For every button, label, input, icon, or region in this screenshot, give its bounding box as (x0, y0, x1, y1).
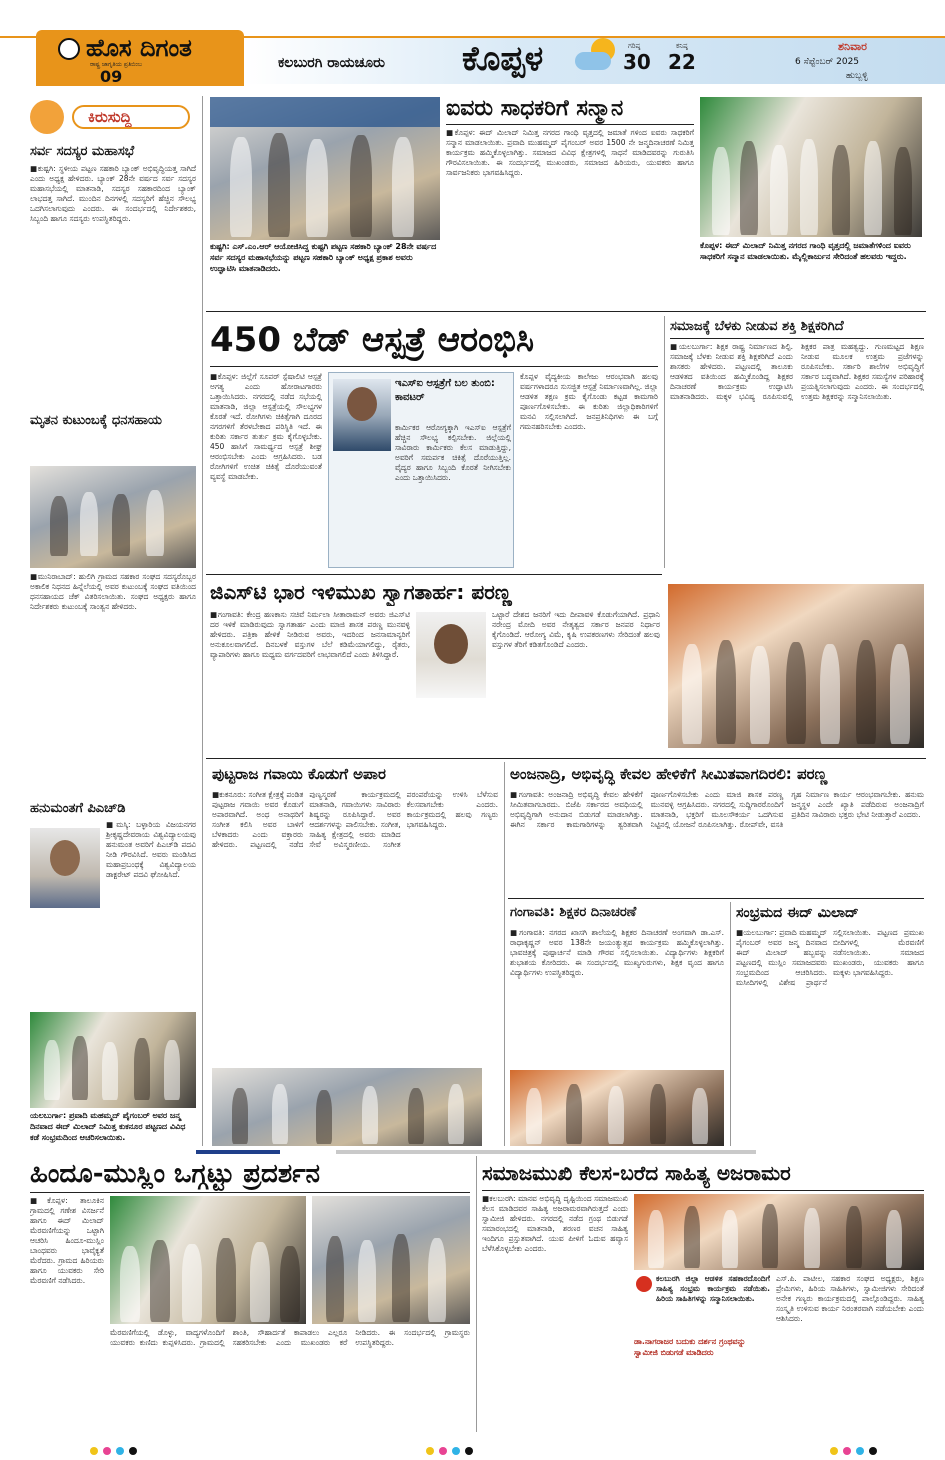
literature-body: ■ಕಲಬುರಗಿ: ಮಾನವ ಅಭಿವೃದ್ಧಿ ದೃಷ್ಟಿಯಿಂದ ಸಮಾಜಮುಖಿ ಕೆಲಸ ಮಾಡಿದವರ ಸಾಹಿತ್ಯ ಅಜರಾಮರವಾಗಿರುತ್ತದೆ ಎಂದು ಸ್ವಾಮೀಜಿ ಹೇಳಿದರು. ನಗರದಲ್ಲಿ ನಡೆದ ಗ್ರಂಥ ಬಿಡುಗಡೆ ಸಮಾರಂಭದಲ್ಲಿ ಮಾತನಾಡಿ, ಶರಣರ ವಚನ ಸಾಹಿತ್ಯ ಇಂದಿಗೂ ಪ್ರಸ್ತುತವಾಗಿದೆ. ಯುವ ಪೀಳಿಗೆ ಓದುವ ಹವ್ಯಾಸ ಬೆಳೆಸಿಕೊಳ್ಳಬೇಕು ಎಂದರು. (482, 1194, 628, 1253)
hindu-muslim-rule (30, 1192, 470, 1193)
separator-bar (196, 1150, 896, 1154)
person-figure (770, 145, 788, 235)
person-figure (280, 1246, 300, 1322)
honor-title: ಐವರು ಸಾಧಕರಿಗೆ ಸನ್ಮಾನ (446, 96, 624, 121)
promo-text: ಕಲಬುರಗಿ ಜಿಲ್ಲಾ ಆಡಳಿತ ಸಹಕಾರದೊಂದಿಗೆ ಸಾಹಿತ್ಯ ಸಂಭ್ರಮ ಕಾರ್ಯಕ್ರಮ ನಡೆಯಿತು. ಹಿರಿಯ ಸಾಹಿತಿಗಳನ್ನು ಸನ್ಮಾನಿಸಲಾಯಿತು. (656, 1274, 770, 1303)
edition-name: ಕೊಪ್ಪಳ (462, 39, 544, 79)
column-divider (476, 1156, 477, 1432)
person-figure (716, 640, 736, 744)
logo-icon (58, 38, 80, 60)
person-figure (684, 1206, 700, 1268)
person-figure (146, 490, 164, 556)
person-figure (72, 1036, 88, 1100)
person-figure (102, 1042, 118, 1100)
paranna-portrait (416, 612, 486, 698)
person-figure (804, 1208, 820, 1268)
kirusuddi-s3-caption: ಯಲಬುರ್ಗಾ: ಪ್ರವಾದಿ ಮಹಮ್ಮದ್ ಪೈಗಂಬರ್ ಅವರ ಜನ್ಮ ದಿನವಾದ ಈದ್ ಮಿಲಾದ್‌ ನಿಮಿತ್ತ ಕುಕನೂರ ಪಟ್ಟಣದ ವಿವಿಧ ಕಡೆ ಸಂಭ್ರಮದಿಂದ ಆಚರಿಸಲಾಯಿತು. (30, 1111, 186, 1142)
honor-photo (700, 97, 922, 237)
person-figure (112, 494, 130, 556)
weekday: ಶನಿವಾರ (838, 40, 867, 53)
person-figure (800, 139, 818, 235)
teachers-day-title: ಗಂಗಾವತಿ: ಶಿಕ್ಷಕರ ದಿನಾಚರಣೆ (510, 905, 637, 920)
sun-cloud-icon (575, 36, 617, 76)
person-figure (820, 644, 840, 744)
literature-title: ಸಮಾಜಮುಖಿ ಕೆಲಸ-ಬರೆದ ಸಾಹಿತ್ಯ ಅಜರಾಮರ (482, 1161, 791, 1185)
edition-cities: ಕಲಬುರಗಿ ರಾಯಚೂರು (278, 55, 385, 71)
logo-text: ಹೊಸ ದಿಗಂತ (86, 34, 192, 62)
kirusuddi-s1-title: ಸರ್ವ ಸದಸ್ಯರ ಮಹಾಸಭೆ (30, 144, 135, 159)
teachers-day-body: ■ಗಂಗಾವತಿ: ನಗರದ ಖಾಸಗಿ ಶಾಲೆಯಲ್ಲಿ ಶಿಕ್ಷಕರ ದಿನಾಚರಣೆ ಅಂಗವಾಗಿ ಡಾ.ಎಸ್. ರಾಧಾಕೃಷ್ಣನ್ ಅವರ 138ನೇ ಜಯಂತ್ಯುತ್ಸವ ಕಾರ್ಯಕ್ರಮ ಹಮ್ಮಿಕೊಳ್ಳಲಾಗಿತ್ತು. ಭಾವಚಿತ್ರಕ್ಕೆ ಪುಷ್ಪಾರ್ಚನೆ ಮಾಡಿ ಗೌರವ ಸಲ್ಲಿಸಲಾಯಿತು. ವಿದ್ಯಾರ್ಥಿಗಳು ಶಿಕ್ಷಕರಿಗೆ ಶುಭಾಶಯ ಕೋರಿದರು. ಈ ಸಂದರ್ಭದಲ್ಲಿ ಮುಖ್ಯಗುರುಗಳು, ಶಿಕ್ಷಕ ವೃಂದ ಹಾಗೂ ವಿದ್ಯಾರ್ಥಿಗಳು ಉಪಸ್ಥಿತರಿದ್ದರು. (510, 928, 724, 977)
gst-body-right: ಒಟ್ಟಾರೆ ದೇಶದ ಜನರಿಗೆ ಇದು ದೀಪಾವಳಿ ಕೊಡುಗೆಯಾಗಿದೆ. ಪ್ರಧಾನಿ ನರೇಂದ್ರ ಮೋದಿ ಅವರ ನೇತೃತ್ವದ ಸರ್ಕಾರ ಜನಪರ ನಿರ್ಧಾರ ಕೈಗೊಂಡಿದೆ. ಆರೋಗ್ಯ ವಿಮೆ, ಕೃಷಿ ಉಪಕರಣಗಳು ಸೇರಿದಂತೆ ಹಲವು ವಸ್ತುಗಳ ತೆರಿಗೆ ಕಡಿತಗೊಂಡಿದೆ ಎಂದರು. (492, 610, 660, 649)
person-figure (566, 1084, 582, 1144)
honor-body: ■ಕೊಪ್ಪಳ: ಈದ್ ಮಿಲಾದ್ ನಿಮಿತ್ತ ನಗರದ ಗಾಂಧಿ ವೃತ್ತದಲ್ಲಿ ಜಮಾತೆ ಗಳಿಂದ ಐವರು ಸಾಧಕರಿಗೆ ಸನ್ಮಾನ ಮಾಡಲಾಯಿತು. ಪ್ರವಾದಿ ಮುಹಮ್ಮದ್ ಪೈಗಂಬರ್ ಅವರ 1500 ನೇ ಜನ್ಮದಿನಾಚರಣೆ ನಿಮಿತ್ತ ಕಾರ್ಯಕ್ರಮ ಹಮ್ಮಿಕೊಳ್ಳಲಾಗಿತ್ತು. ಸಮಾಜದ ವಿವಿಧ ಕ್ಷೇತ್ರಗಳಲ್ಲಿ ಸಾಧನೆ ಮಾಡಿದವರನ್ನು ಗುರುತಿಸಿ ಗೌರವಿಸಲಾಯಿತು. ಈ ಸಂದರ್ಭದಲ್ಲಿ ಮುಖಂಡರು, ಸಮಾಜದ ಹಿರಿಯರು, ಯುವಕರು ಹಾಗೂ ಸಾರ್ವಜನಿಕರು ಭಾಗವಹಿಸಿದ್ದರು. (446, 128, 694, 177)
literature-body-right: ಎಸ್.ಪಿ. ಪಾಟೀಲ, ಸಹಕಾರ ಸಂಘದ ಅಧ್ಯಕ್ಷರು, ಶಿಕ್ಷಣ ಪ್ರೇಮಿಗಳು, ಹಿರಿಯ ಸಾಹಿತಿಗಳು, ಸ್ವಾಮೀಜಿಗಳು ಸೇರಿದಂತೆ ಅನೇಕ ಗಣ್ಯರು ಕಾರ್ಯಕ್ರಮದಲ್ಲಿ ಪಾಲ್ಗೊಂಡಿದ್ದರು. ಸಾಹಿತ್ಯ ಸಂಸ್ಕೃತಿ ಉಳಿಸುವ ಕಾರ್ಯ ನಿರಂತರವಾಗಿ ನಡೆಯಬೇಕು ಎಂದು ಆಶಿಸಿದರು. (776, 1274, 924, 1323)
bank-meeting-caption: ಕುಷ್ಟಗಿ: ಎಸ್.ಎಂ.ಆರ್ ಆಯೋಜಿಸಿದ್ದ ಕುಷ್ಟಗಿ ಪಟ್ಟಣ ಸಹಕಾರಿ ಬ್ಯಾಂಕ್ 28ನೇ ವರ್ಷದ ಸರ್ವ ಸದಸ್ಯರ ಮಹಾಸಭೆಯನ್ನು ಪಟ್ಟಣ ಸಹಕಾರಿ ಬ್ಯಾಂಕ್ ಅಧ್ಯಕ್ಷ ಪ್ರಕಾಶ ಅವರು ಉದ್ಘಾಟಿಸಿ ಮಾತನಾಡಿದರು. (210, 242, 437, 273)
person-figure (750, 646, 770, 744)
teacher-rule (670, 338, 924, 339)
person-figure (306, 139, 328, 237)
person-figure (712, 147, 730, 235)
min-label: ಕನಿಷ್ಠ (676, 42, 688, 50)
procession-photo (110, 1196, 306, 1324)
literature-photo (634, 1194, 924, 1270)
person-figure (316, 1090, 332, 1144)
color-registration-marks (426, 1440, 478, 1459)
honor-photo-caption: ಕೊಪ್ಪಳ: ಈದ್ ಮಿಲಾದ್ ನಿಮಿತ್ತ ನಗರದ ಗಾಂಧಿ ವೃತ್ತದಲ್ಲಿ ಜಮಾತೆಗಳಿಂದ ಐವರು ಸಾಧಕರಿಗೆ ಸನ್ಮಾನ ಮಾಡಲಾಯಿತು. ಮೈಲ್ಲಿಕಾರ್ಜುನ ಸೇರಿದಂತೆ ಹಲವರು ಇದ್ದರು. (700, 241, 911, 261)
person-figure (50, 496, 68, 556)
person-figure (886, 1210, 902, 1268)
portrait-face (434, 624, 468, 664)
person-figure (428, 1238, 446, 1322)
hospital-box (328, 372, 514, 568)
person-figure (250, 1242, 270, 1322)
teacher-body: ■ಯಲಬುರ್ಗಾ: ಶಿಕ್ಷಕ ರಾಷ್ಟ್ರ ನಿರ್ಮಾಣದ ಶಿಲ್ಪಿ. ಸಮಾಜಕ್ಕೆ ಬೆಳಕು ನೀಡುವ ಶಕ್ತಿ ಶಿಕ್ಷಕರಿಗಿದೆ ಎಂದು ಶಾಸಕರು ಹೇಳಿದರು. ಪಟ್ಟಣದಲ್ಲಿ ತಾಲೂಕು ಆಡಳಿತದ ವತಿಯಿಂದ ಹಮ್ಮಿಕೊಂಡಿದ್ದ ಶಿಕ್ಷಕರ ದಿನಾಚರಣೆ ಕಾರ್ಯಕ್ರಮ ಉದ್ಘಾಟಿಸಿ ಮಾತನಾಡಿದರು. ಮಕ್ಕಳ ಭವಿಷ್ಯ ರೂಪಿಸುವಲ್ಲಿ ಶಿಕ್ಷಕರ ಪಾತ್ರ ಮಹತ್ವದ್ದು. ಗುಣಮಟ್ಟದ ಶಿಕ್ಷಣ ನೀಡುವ ಮೂಲಕ ಉತ್ತಮ ಪ್ರಜೆಗಳನ್ನು ರೂಪಿಸಬೇಕು. ಸರ್ಕಾರಿ ಶಾಲೆಗಳ ಅಭಿವೃದ್ಧಿಗೆ ಸರ್ಕಾರ ಬದ್ಧವಾಗಿದೆ. ಶಿಕ್ಷಕರ ಸಮಸ್ಯೆಗಳ ಪರಿಹಾರಕ್ಕೆ ಪ್ರಯತ್ನಿಸಲಾಗುವುದು ಎಂದರು. ಈ ಸಂದರ್ಭದಲ್ಲಿ ಉತ್ತಮ ಶಿಕ್ಷಕರನ್ನು ಸನ್ಮಾನಿಸಲಾಯಿತು. (670, 342, 924, 401)
column-divider (730, 902, 731, 1146)
stage-banner (210, 97, 440, 127)
hospital-body-left: ■ಕೊಪ್ಪಳ: ಜಿಲ್ಲೆಗೆ ಸೂಪರ್ ಸ್ಪೆಷಾಲಿಟಿ ಆಸ್ಪತ್ರೆ ಅಗತ್ಯ ಎಂದು ಹೋರಾಟಗಾರರು ಒತ್ತಾಯಿಸಿದರು. ನಗರದಲ್ಲಿ ನಡೆದ ಸಭೆಯಲ್ಲಿ ಮಾತನಾಡಿ, ಜಿಲ್ಲಾ ಆಸ್ಪತ್ರೆಯಲ್ಲಿ ಸೌಲಭ್ಯಗಳ ಕೊರತೆ ಇದೆ. ರೋಗಿಗಳು ಚಿಕಿತ್ಸೆಗಾಗಿ ದೂರದ ನಗರಗಳಿಗೆ ತೆರಳಬೇಕಾದ ಪರಿಸ್ಥಿತಿ ಇದೆ. ಈ ಕುರಿತು ಸರ್ಕಾರ ತುರ್ತು ಕ್ರಮ ಕೈಗೊಳ್ಳಬೇಕು. 450 ಹಾಸಿಗೆ ಸಾಮರ್ಥ್ಯದ ಆಸ್ಪತ್ರೆ ಶೀಘ್ರ ಆರಂಭಿಸಬೇಕು ಎಂದು ಆಗ್ರಹಿಸಿದರು. ಬಡ ರೋಗಿಗಳಿಗೆ ಉಚಿತ ಚಿಕಿತ್ಸೆ ದೊರೆಯುವಂತೆ ವ್ಯವಸ್ಥೆ ಮಾಡಬೇಕು. (210, 372, 322, 481)
person-figure (832, 145, 850, 235)
date: 6 ಸೆಪ್ಟೆಂಬರ್ 2025 (795, 57, 860, 67)
person-figure (216, 1238, 236, 1322)
phd-portrait (30, 828, 100, 908)
person-figure (392, 137, 414, 237)
kirusuddi-s1-body: ■ಕುಷ್ಟಗಿ: ಸ್ಥಳೀಯ ಪಟ್ಟಣ ಸಹಕಾರಿ ಬ್ಯಾಂಕ್ ಅಭಿವೃದ್ಧಿಯತ್ತ ಸಾಗಿದೆ ಎಂದು ಅಧ್ಯಕ್ಷ ಹೇಳಿದರು. ಬ್ಯಾಂಕ್ 28ನೇ ವರ್ಷದ ಸರ್ವ ಸದಸ್ಯರ ಮಹಾಸಭೆಯಲ್ಲಿ ಮಾತನಾಡಿ, ಸದಸ್ಯರ ಸಹಕಾರದಿಂದ ಬ್ಯಾಂಕ್ ಲಾಭದತ್ತ ಸಾಗಿದೆ. ಮುಂದಿನ ದಿನಗಳಲ್ಲಿ ಸದಸ್ಯರಿಗೆ ಹೆಚ್ಚಿನ ಸೌಲಭ್ಯ ಒದಗಿಸಲಾಗುವುದು ಎಂದರು. ಈ ಸಂದರ್ಭದಲ್ಲಿ ನಿರ್ದೇಶಕರು, ಸಿಬ್ಬಂದಿ ಹಾಗೂ ಸದಸ್ಯರು ಉಪಸ್ಥಿತರಿದ್ದರು. (30, 164, 196, 223)
person-figure (650, 1084, 666, 1144)
promo-logo-icon (636, 1276, 652, 1292)
hindu-muslim-body-left: ■ಕೊಪ್ಪಳ: ತಾಲೂಕಿನ ಗ್ರಾಮದಲ್ಲಿ ಗಣೇಶ ವಿಸರ್ಜನೆ ಹಾಗೂ ಈದ್ ಮಿಲಾದ್ ಮೆರವಣಿಗೆಯನ್ನು ಒಟ್ಟಾಗಿ ಆಚರಿಸಿ ಹಿಂದೂ-ಮುಸ್ಲಿಂ ಬಾಂಧವರು ಭಾವೈಕ್ಯತೆ ಮೆರೆದರು. ಗ್ರಾಮದ ಹಿರಿಯರು ಹಾಗೂ ಯುವಕರು ಸೇರಿ ಮೆರವಣಿಗೆ ನಡೆಸಿದರು. (30, 1196, 104, 1285)
puttaraja-body: ■ಕುಕನೂರು: ಸಂಗೀತ ಕ್ಷೇತ್ರಕ್ಕೆ ಪಂಡಿತ ಪುಟ್ಟರಾಜ ಗವಾಯಿ ಅವರ ಕೊಡುಗೆ ಅಪಾರವಾಗಿದೆ. ಅಂಧ ಅನಾಥರಿಗೆ ಸಂಗೀತ ಕಲಿಸಿ ಅವರ ಬಾಳಿಗೆ ಬೆಳಕಾದರು ಎಂದು ವಕ್ತಾರರು ಹೇಳಿದರು. ಪಟ್ಟಣದಲ್ಲಿ ನಡೆದ ಪುಣ್ಯಸ್ಮರಣೆ ಕಾರ್ಯಕ್ರಮದಲ್ಲಿ ಮಾತನಾಡಿ, ಗವಾಯಿಗಳು ಸಾವಿರಾರು ಶಿಷ್ಯರನ್ನು ರೂಪಿಸಿದ್ದಾರೆ. ಅವರ ಆದರ್ಶಗಳನ್ನು ಪಾಲಿಸಬೇಕು. ಸಂಗೀತ, ಸಾಹಿತ್ಯ ಕ್ಷೇತ್ರದಲ್ಲಿ ಅವರು ಮಾಡಿದ ಸೇವೆ ಅವಿಸ್ಮರಣೀಯ. ಸಂಗೀತ ಪರಂಪರೆಯನ್ನು ಉಳಿಸಿ ಬೆಳೆಸುವ ಕೆಲಸವಾಗಬೇಕು ಎಂದರು. ಕಾರ್ಯಕ್ರಮದಲ್ಲಿ ಹಲವು ಗಣ್ಯರು ಭಾಗವಹಿಸಿದ್ದರು. (212, 790, 498, 849)
masthead (0, 0, 945, 92)
section-rule (206, 574, 662, 575)
section-rule (206, 311, 926, 312)
hand-icon (30, 100, 64, 134)
person-figure (150, 1240, 170, 1322)
city: ಹುಬ್ಬಳ್ಳಿ (846, 71, 868, 81)
kirusuddi-label: ಕಿರುಸುದ್ದಿ (88, 108, 132, 126)
person-figure (350, 135, 372, 237)
person-figure (272, 1084, 288, 1144)
kirusuddi-s2-body: ■ಮುನಿರಾಬಾದ್: ಹುಲಿಗಿ ಗ್ರಾಮದ ಸಹಕಾರ ಸಂಘದ ಸದಸ್ಯರೊಬ್ಬರ ಅಕಾಲಿಕ ನಿಧನದ ಹಿನ್ನೆಲೆಯಲ್ಲಿ ಅವರ ಕುಟುಂಬಕ್ಕೆ ಸಂಘದ ವತಿಯಿಂದ ಧನಸಹಾಯದ ಚೆಕ್ ವಿತರಿಸಲಾಯಿತು. ಸಂಘದ ಅಧ್ಯಕ್ಷರು ಹಾಗೂ ನಿರ್ದೇಶಕರು ಕುಟುಂಬಕ್ಕೆ ಸಾಂತ್ವನ ಹೇಳಿದರು. (30, 572, 196, 611)
column-divider (202, 96, 203, 1146)
teacher-title: ಸಮಾಜಕ್ಕೆ ಬೆಳಕು ನೀಡುವ ಶಕ್ತಿ ಶಿಕ್ಷಕರಿಗಿದೆ (670, 319, 844, 334)
kirusuddi-s3-body: ■ಮಸ್ಕಿ: ಬಳ್ಳಾರಿಯ ವಿಜಯನಗರ ಶ್ರೀಕೃಷ್ಣದೇವರಾಯ ವಿಶ್ವವಿದ್ಯಾಲಯವು ಹನುಮಂತ ಅವರಿಗೆ ಪಿಎಚ್‌ಡಿ ಪದವಿ ನೀಡಿ ಗೌರವಿಸಿದೆ. ಅವರು ಮಂಡಿಸಿದ ಮಹಾಪ್ರಬಂಧಕ್ಕೆ ವಿಶ್ವವಿದ್ಯಾಲಯ ಡಾಕ್ಟರೇಟ್ ಪದವಿ ಘೋಷಿಸಿದೆ. (106, 820, 196, 879)
hospital-box-title: ಇಎಸ್‌ಐ ಆಸ್ಪತ್ರೆಗೆ ಬಲ ತುಂಬಿ: ಕಾವಟರ್ (395, 378, 495, 403)
person-figure (722, 1210, 738, 1268)
person-figure (358, 1240, 376, 1322)
person-figure (762, 1204, 778, 1268)
person-figure (230, 137, 252, 237)
person-figure (648, 1210, 664, 1268)
max-temp: 30 (623, 50, 651, 74)
honor-rule (446, 124, 694, 125)
eid-title: ಸಂಭ್ರಮದ ಈದ್ ಮಿಲಾದ್ (736, 905, 859, 921)
hospital-title: 450 ಬೆಡ್ ಆಸ್ಪತ್ರೆ ಆರಂಭಿಸಿ (210, 320, 535, 360)
person-figure (408, 1088, 424, 1144)
section-rule (508, 898, 924, 899)
hindu-muslim-title: ಹಿಂದೂ-ಮುಸ್ಲಿಂ ಒಗ್ಗಟ್ಟು ಪ್ರದರ್ಶನ (30, 1159, 320, 1189)
gst-title: ಜಿಎಸ್‌ಟಿ ಭಾರ ಇಳಿಮುಖ ಸ್ವಾಗತಾರ್ಹ: ಪರಣ್ಣ (210, 580, 512, 604)
bank-meeting-photo (210, 97, 440, 240)
hospital-rule (210, 366, 658, 367)
person-figure (740, 141, 758, 235)
person-figure (890, 644, 910, 744)
hospital-body-right: ಕೊಪ್ಪಳ ವೈದ್ಯಕೀಯ ಕಾಲೇಜು ಆರಂಭವಾಗಿ ಹಲವು ವರ್ಷಗಳಾದರೂ ಸುಸಜ್ಜಿತ ಆಸ್ಪತ್ರೆ ನಿರ್ಮಾಣವಾಗಿಲ್ಲ. ಜಿಲ್ಲಾ ಆಡಳಿತ ತಕ್ಷಣ ಕ್ರಮ ಕೈಗೊಂಡು ಕಟ್ಟಡ ಕಾಮಗಾರಿ ಪೂರ್ಣಗೊಳಿಸಬೇಕು. ಈ ಕುರಿತು ಜಿಲ್ಲಾಧಿಕಾರಿಗಳಿಗೆ ಮನವಿ ಸಲ್ಲಿಸಲಾಗಿದೆ. ಜನಪ್ರತಿನಿಧಿಗಳು ಈ ಬಗ್ಗೆ ಗಮನಹರಿಸಬೇಕು ಎಂದರು. (520, 372, 658, 431)
cloud-icon (575, 52, 611, 70)
puttaraja-title: ಪುಟ್ಟರಾಜ ಗವಾಯಿ ಕೊಡುಗೆ ಅಪಾರ (212, 765, 386, 783)
gst-body-left: ■ಗಂಗಾವತಿ: ಕೇಂದ್ರ ಹಣಕಾಸು ಸಚಿವೆ ನಿರ್ಮಲಾ ಸೀತಾರಾಮನ್ ಅವರು ಜಿಎಸ್‌ಟಿ ದರ ಇಳಿಕೆ ಮಾಡಿರುವುದು ಸ್ವಾಗತಾರ್ಹ ಎಂದು ಮಾಜಿ ಶಾಸಕ ಪರಣ್ಣ ಮುನವಳ್ಳಿ ಹೇಳಿದರು. ಪತ್ರಿಕಾ ಹೇಳಿಕೆ ನೀಡಿರುವ ಅವರು, ಇದರಿಂದ ಜನಸಾಮಾನ್ಯರಿಗೆ ಅನುಕೂಲವಾಗಲಿದೆ. ದಿನಬಳಕೆ ವಸ್ತುಗಳ ಬೆಲೆ ಕಡಿಮೆಯಾಗಲಿದ್ದು, ರೈತರು, ವ್ಯಾಪಾರಿಗಳು ಹಾಗೂ ಮಧ್ಯಮ ವರ್ಗದವರಿಗೆ ಲಾಭವಾಗಲಿದೆ ಎಂದು ತಿಳಿಸಿದ್ದಾರೆ. (210, 610, 410, 659)
hospital-box-body: ಕಾರ್ಮಿಕರ ಆರೋಗ್ಯಕ್ಕಾಗಿ ಇಎಸ್‌ಐ ಆಸ್ಪತ್ರೆಗೆ ಹೆಚ್ಚಿನ ಸೌಲಭ್ಯ ಕಲ್ಪಿಸಬೇಕು. ಜಿಲ್ಲೆಯಲ್ಲಿ ಸಾವಿರಾರು ಕಾರ್ಮಿಕರು ಕೆಲಸ ಮಾಡುತ್ತಿದ್ದು, ಅವರಿಗೆ ಸಮರ್ಪಕ ಚಿಕಿತ್ಸೆ ದೊರೆಯುತ್ತಿಲ್ಲ. ವೈದ್ಯರ ಹಾಗೂ ಸಿಬ್ಬಂದಿ ಕೊರತೆ ನೀಗಿಸಬೇಕು ಎಂದು ಒತ್ತಾಯಿಸಿದರು. (395, 423, 511, 482)
column-divider (504, 762, 505, 1146)
person-figure (846, 1206, 862, 1268)
literature-rule (482, 1190, 924, 1191)
literature-photo-caption: ಡಾ.ನಾಗರಾಜರ ಬದುಕು ದರ್ಶನ ಗ್ರಂಥವನ್ನು ಸ್ವಾಮೀಜಿ ಬಿಡುಗಡೆ ಮಾಡಿದರು (634, 1337, 746, 1357)
kirusuddi-s3-photo (30, 1012, 196, 1108)
promo-box (634, 1274, 770, 1332)
kirusuddi-s2-photo (30, 466, 196, 568)
portrait-face (347, 387, 377, 421)
person-figure (786, 642, 806, 744)
person-figure (692, 1088, 708, 1144)
section-rule (206, 758, 926, 759)
person-figure (362, 1086, 378, 1144)
kavatar-portrait (333, 379, 391, 451)
color-registration-marks (830, 1440, 882, 1459)
person-figure (80, 492, 98, 556)
portrait-face (50, 840, 80, 876)
column-divider (664, 316, 665, 568)
teacher-photo (668, 584, 924, 748)
anjanadri-body: ■ಗಂಗಾವತಿ: ಅಂಜನಾದ್ರಿ ಅಭಿವೃದ್ಧಿ ಕೇವಲ ಹೇಳಿಕೆಗೆ ಸೀಮಿತವಾಗಬಾರದು. ಬಿಜೆಪಿ ಸರ್ಕಾರದ ಅವಧಿಯಲ್ಲಿ ಅಭಿವೃದ್ಧಿಗಾಗಿ ಅನುದಾನ ಬಿಡುಗಡೆ ಮಾಡಲಾಗಿತ್ತು. ಈಗಿನ ಸರ್ಕಾರ ಕಾಮಗಾರಿಗಳನ್ನು ತ್ವರಿತವಾಗಿ ಪೂರ್ಣಗೊಳಿಸಬೇಕು ಎಂದು ಮಾಜಿ ಶಾಸಕ ಪರಣ್ಣ ಮುನವಳ್ಳಿ ಆಗ್ರಹಿಸಿದರು. ನಗರದಲ್ಲಿ ಸುದ್ದಿಗಾರರೊಂದಿಗೆ ಮಾತನಾಡಿ, ಭಕ್ತರಿಗೆ ಮೂಲಸೌಕರ್ಯ ಒದಗಿಸುವ ನಿಟ್ಟಿನಲ್ಲಿ ಯೋಜನೆ ರೂಪಿಸಲಾಗಿತ್ತು. ರೋಪ್‌ವೇ, ವಸತಿ ಗೃಹ ನಿರ್ಮಾಣ ಕಾರ್ಯ ಆರಂಭವಾಗಬೇಕು. ಹನುಮ ಜನ್ಮಸ್ಥಳ ಎಂದೇ ಖ್ಯಾತಿ ಪಡೆದಿರುವ ಅಂಜನಾದ್ರಿಗೆ ಪ್ರತಿದಿನ ಸಾವಿರಾರು ಭಕ್ತರು ಭೇಟಿ ನೀಡುತ್ತಾರೆ ಎಂದರು. (510, 790, 924, 829)
person-figure (326, 1236, 344, 1322)
kirusuddi-header (28, 97, 196, 137)
person-figure (864, 141, 882, 235)
eid-body: ■ಯಲಬುರ್ಗಾ: ಪ್ರವಾದಿ ಮಹಮ್ಮದ್ ಪೈಗಂಬರ್ ಅವರ ಜನ್ಮ ದಿನವಾದ ಈದ್ ಮಿಲಾದ್ ಹಬ್ಬವನ್ನು ಪಟ್ಟಣದಲ್ಲಿ ಮುಸ್ಲಿಂ ಸಮಾಜದವರು ಸಂಭ್ರಮದಿಂದ ಆಚರಿಸಿದರು. ಮಸೀದಿಗಳಲ್ಲಿ ವಿಶೇಷ ಪ್ರಾರ್ಥನೆ ಸಲ್ಲಿಸಲಾಯಿತು. ಪಟ್ಟಣದ ಪ್ರಮುಖ ಬೀದಿಗಳಲ್ಲಿ ಮೆರವಣಿಗೆ ನಡೆಸಲಾಯಿತು. ಸಮಾಜದ ಮುಖಂಡರು, ಯುವಕರು ಹಾಗೂ ಮಕ್ಕಳು ಭಾಗವಹಿಸಿದ್ದರು. (736, 928, 924, 987)
kirusuddi-s3-title: ಹನುಮಂತಗೆ ಪಿಎಚ್‌ಡಿ (30, 801, 126, 816)
logo-tagline: ರಾಷ್ಟ್ರ ಜಾಗೃತಿಯ ಪ್ರತಿಬಿಂಬ (90, 61, 142, 68)
procession-photo-2 (312, 1196, 470, 1324)
person-figure (392, 1234, 410, 1322)
person-figure (448, 1084, 464, 1144)
max-label: ಗರಿಷ್ಠ (628, 42, 641, 50)
person-figure (682, 644, 702, 744)
person-figure (120, 1246, 140, 1322)
person-figure (608, 1086, 624, 1144)
person-figure (894, 147, 912, 235)
person-figure (134, 1038, 150, 1100)
kirusuddi-s2-title: ಮೃತನ ಕುಟುಂಬಕ್ಕೆ ಧನಸಹಾಯ (30, 413, 162, 428)
person-figure (526, 1088, 542, 1144)
page-number: 09 (100, 68, 123, 86)
person-figure (44, 1040, 60, 1100)
color-registration-marks (90, 1440, 142, 1459)
person-figure (182, 1244, 202, 1322)
person-figure (232, 1088, 248, 1144)
hindu-muslim-body-right: ಮೆರವಣಿಗೆಯಲ್ಲಿ ಡೊಳ್ಳು, ವಾದ್ಯಗಳೊಂದಿಗೆ ಯುವಕರು ಕುಣಿದು ಕುಪ್ಪಳಿಸಿದರು. ಗ್ರಾಮದಲ್ಲಿ ಶಾಂತಿ, ಸೌಹಾರ್ದತೆ ಕಾಪಾಡಲು ಎಲ್ಲರೂ ಸಹಕರಿಸಬೇಕು ಎಂದು ಮುಖಂಡರು ಕರೆ ನೀಡಿದರು. ಈ ಸಂದರ್ಭದಲ್ಲಿ ಗ್ರಾಮಸ್ಥರು ಉಪಸ್ಥಿತರಿದ್ದರು. (110, 1328, 470, 1347)
anjanadri-title: ಅಂಜನಾದ್ರಿ, ಅಭಿವೃದ್ಧಿ ಕೇವಲ ಹೇಳಿಕೆಗೆ ಸೀಮಿತವಾಗದಿರಲಿ: ಪರಣ್ಣ (510, 765, 828, 783)
min-temp: 22 (668, 50, 696, 74)
person-figure (268, 133, 290, 237)
teachers-day-photo (510, 1070, 724, 1146)
puttaraja-photo (212, 1068, 482, 1146)
person-figure (856, 640, 876, 744)
person-figure (164, 1040, 180, 1100)
